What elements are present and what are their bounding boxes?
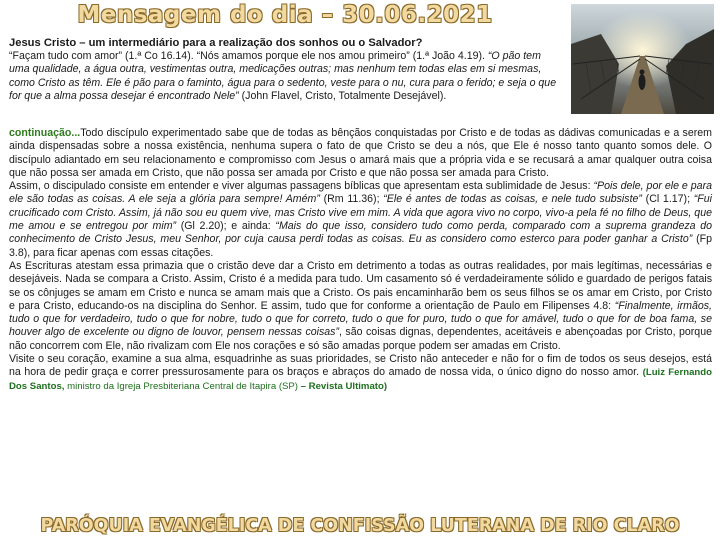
p2-ref-3: (Gl 2.20); e ainda: bbox=[176, 220, 276, 233]
intro-ref-1: (1.ª Co 16.14). bbox=[122, 50, 197, 63]
page-title: Mensagem do dia – 30.06.2021 bbox=[77, 2, 493, 28]
continuation-label: continuação... bbox=[9, 127, 81, 139]
message-body bbox=[9, 127, 712, 393]
signature-source: – Revista Ultimato) bbox=[300, 380, 388, 392]
p2-ref-2: (Cl 1.17); bbox=[641, 193, 694, 206]
p2-text-a: Assim, o discipulado consiste em entender e viver algumas passagens bíblicas que apresentam esta sublimidade de Jesus: bbox=[9, 180, 594, 193]
intro-ref-2: (1.ª João 4.19). bbox=[409, 50, 488, 63]
paragraph-3 bbox=[9, 260, 712, 353]
intro-ref-3: (John Flavel, Cristo, Totalmente Desejável). bbox=[238, 89, 447, 102]
p4-text: Visite o seu coração, examine a sua alma, esquadrinhe as suas prioridades, se Cristo não anteceder e não for o fim de todos os seus desejos, está na hora de pedir graça e correr pressurosamente para os braços e abraços do amado de nossa vida, o único digno do nosso amor. bbox=[9, 353, 712, 379]
signature-role: ministro da Igreja Presbiteriana Central de Itapira (SP) bbox=[64, 380, 301, 392]
footer-banner: PARÓQUIA EVANGÉLICA DE CONFISSÃO LUTERANA DE RIO CLARO bbox=[0, 513, 720, 540]
p2-quote-1: “Pois dele, por ele e para ele são todas as coisas. A ele seja a glória para sempre! Amém” bbox=[9, 180, 712, 206]
p2-quote-2: “Ele é antes de todas as coisas, e nele tudo subsiste” bbox=[383, 193, 642, 206]
paragraph-1 bbox=[9, 127, 712, 180]
intro-quote-3: “O pão tem uma qualidade, a água outra, vestimentas outra, medicações outras; mas nenhum tem todas elas em si mesmas, como Cristo as têm. Ele é pão para o faminto, água para o sedento, veste para o nu, cura para o ferido; e seja o que for que a alma possa desejar é encontrado Nele” bbox=[9, 50, 557, 102]
intro-heading: Jesus Cristo – um intermediário para a realização dos sonhos ou o Salvador? bbox=[9, 37, 423, 49]
paragraph-1-text: Todo discípulo experimentado sabe que de todas as bênçãos conquistadas por Cristo e de todas as dádivas comunicadas e a serem ainda dispensadas sobre a nossa existência, nenhuma supera o fato de que Cristo se deu a nós, que Ele é nosso tanto quanto somos dele. O discípulo adiantado em seu relacionamento e compromisso com Jesus o amará mais que a própria vida e se recusará a amar qualquer outra coisa que não possa ser amada em Cristo, que não possa ser amada por Cristo e que não possa ser amada para Cristo. bbox=[9, 127, 712, 179]
bridge-photo-icon bbox=[571, 4, 714, 114]
signature-author: (Luiz Fernando Dos Santos, bbox=[9, 367, 713, 392]
intro-quote-2: “Nós amamos porque ele nos amou primeiro” bbox=[196, 50, 410, 63]
p2-quote-3: “Fui crucificado com Cristo. Assim, já não sou eu quem vive, mas Cristo vive em mim. A vida que agora vivo no corpo, vivo-a pela fé no filho de Deus, que me amou e se entregou por mim” bbox=[9, 193, 713, 233]
header-photo bbox=[571, 4, 714, 114]
p2-ref-4: (Fp 3.8), para ficar apenas com essas citações. bbox=[9, 233, 712, 259]
intro-section bbox=[9, 37, 564, 103]
p2-ref-1: (Rm 11.36); bbox=[319, 193, 384, 206]
p3-quote: “Finalmente, irmãos, tudo o que for verdadeiro, tudo o que for nobre, tudo o que for correto, tudo o que for puro, tudo o que for amável, tudo o que for de boa fama, se houver algo de excelente ou digno de louvor, pensem nessas coisas” bbox=[9, 299, 712, 339]
paragraph-4 bbox=[9, 353, 712, 393]
paragraph-2 bbox=[9, 180, 712, 260]
p2-quote-4: “Mais do que isso, considero tudo como perda, comparado com a suprema grandeza do conhecimento de Cristo Jesus, meu Senhor, por cuja causa perdi todas as coisas. Eu as considero como esterco para poder ganhar a Cristo” bbox=[9, 220, 712, 246]
p3-text-a: As Escrituras atestam essa primazia que o cristão deve dar a Cristo em detrimento a todas as outras realidades, por mais legítimas, necessárias e desejáveis. Nada se compara a Cristo. Assim, Cristo é a medida para tudo. Um casamento só é verdadeiramente sólido e guardado de perigos fatais se os cônjuges se amam em Cristo e nunca se amam mais que a Cristo. Os pais encaminharão bem os seus filhos se os amar em Cristo, por Cristo e para Cristo, educando-os na disciplina do Senhor. E assim, tudo que for conforme a orientação de Paulo em Filipenses 4.8: bbox=[9, 259, 712, 312]
intro-quote-1: “Façam tudo com amor” bbox=[9, 50, 123, 63]
p3-text-b: , são coisas dignas, dependentes, aceitáveis e abençoadas por Cristo, porque não concorrem com Ele, não rivalizam com Ele nos corações e só são amadas porque podem ser amadas em Cristo. bbox=[9, 326, 712, 352]
